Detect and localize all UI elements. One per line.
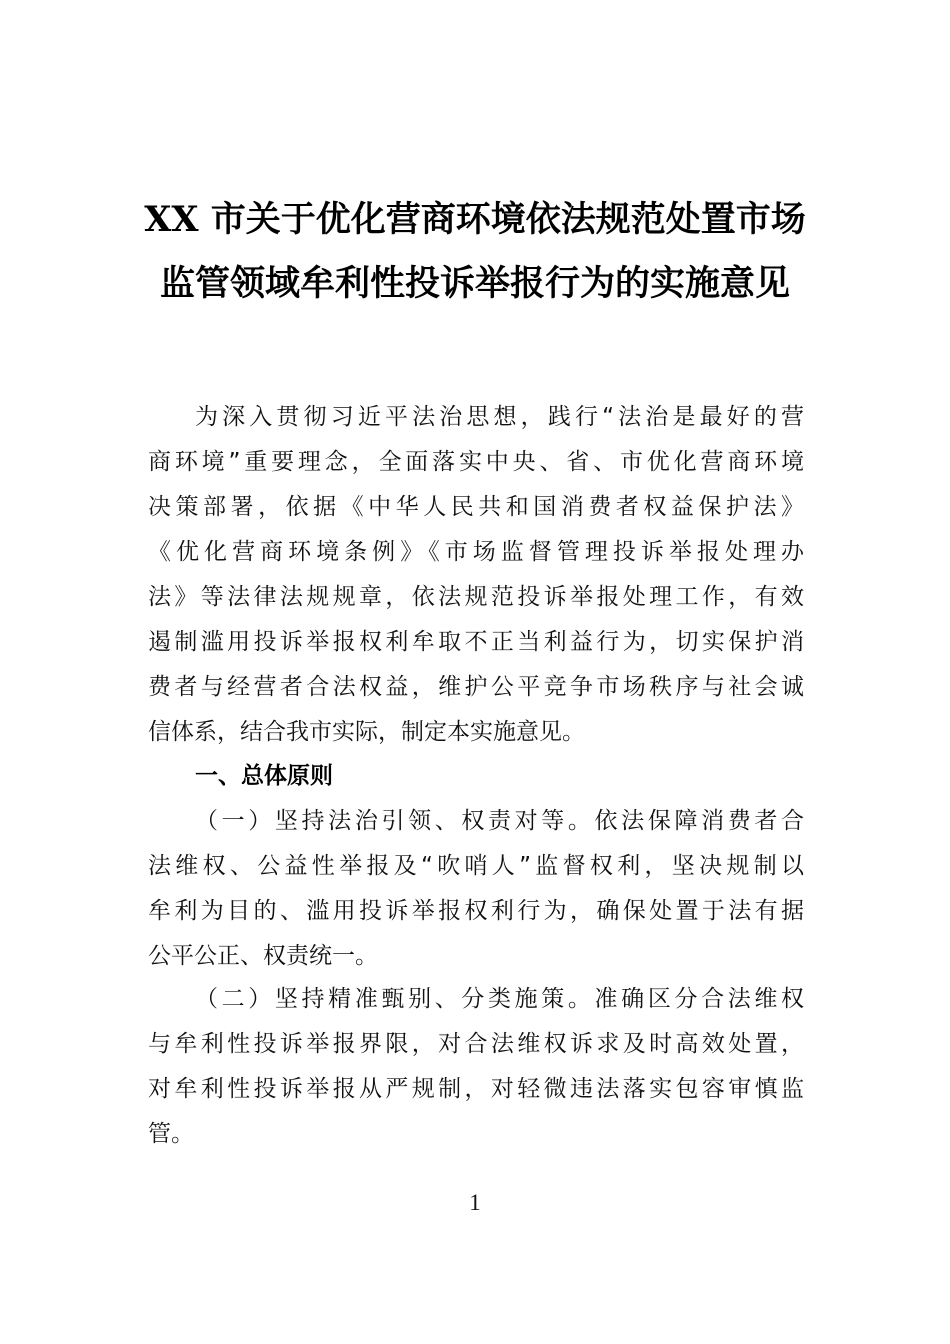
preamble-line: 法》等法律法规规章，依法规范投诉举报处理工作，有效 [148,584,804,610]
document-title-line-2: 监管领域牟利性投诉举报行为的实施意见 [159,263,790,304]
principle-1-line: 公平公正、权责统一。 [148,943,378,969]
principle-1-line: （一）坚持法治引领、权责对等。依法保障消费者合 [195,808,804,834]
principle-2-line: 管。 [148,1121,194,1147]
principle-2-line: （二）坚持精准甄别、分类施策。准确区分合法维权 [195,986,804,1012]
principle-2-line: 与牟利性投诉举报界限，对合法维权诉求及时高效处置， [148,1031,804,1057]
preamble-line: 信体系，结合我市实际，制定本实施意见。 [148,719,585,745]
preamble-line: 费者与经营者合法权益，维护公平竞争市场秩序与社会诚 [148,674,804,700]
preamble-line: 为深入贯彻习近平法治思想，践行“法治是最好的营 [195,404,804,430]
principle-1-line: 牟利为目的、滥用投诉举报权利行为，确保处置于法有据 [148,898,804,924]
preamble-line: 商环境”重要理念，全面落实中央、省、市优化营商环境 [148,449,804,475]
principle-2-line: 对牟利性投诉举报从严规制，对轻微违法落实包容审慎监 [148,1076,804,1102]
preamble-line: 决策部署，依据《中华人民共和国消费者权益保护法》 [148,494,804,520]
page-number: 1 [469,1190,481,1215]
document-title-line-1: XX 市关于优化营商环境依法规范处置市场 [144,199,806,240]
section-heading: 一、总体原则 [195,763,333,789]
preamble-line: 《优化营商环境条例》《市场监督管理投诉举报处理办 [148,539,804,565]
preamble-line: 遏制滥用投诉举报权利牟取不正当利益行为，切实保护消 [148,629,804,655]
principle-1-line: 法维权、公益性举报及“吹哨人”监督权利，坚决规制以 [148,853,804,879]
